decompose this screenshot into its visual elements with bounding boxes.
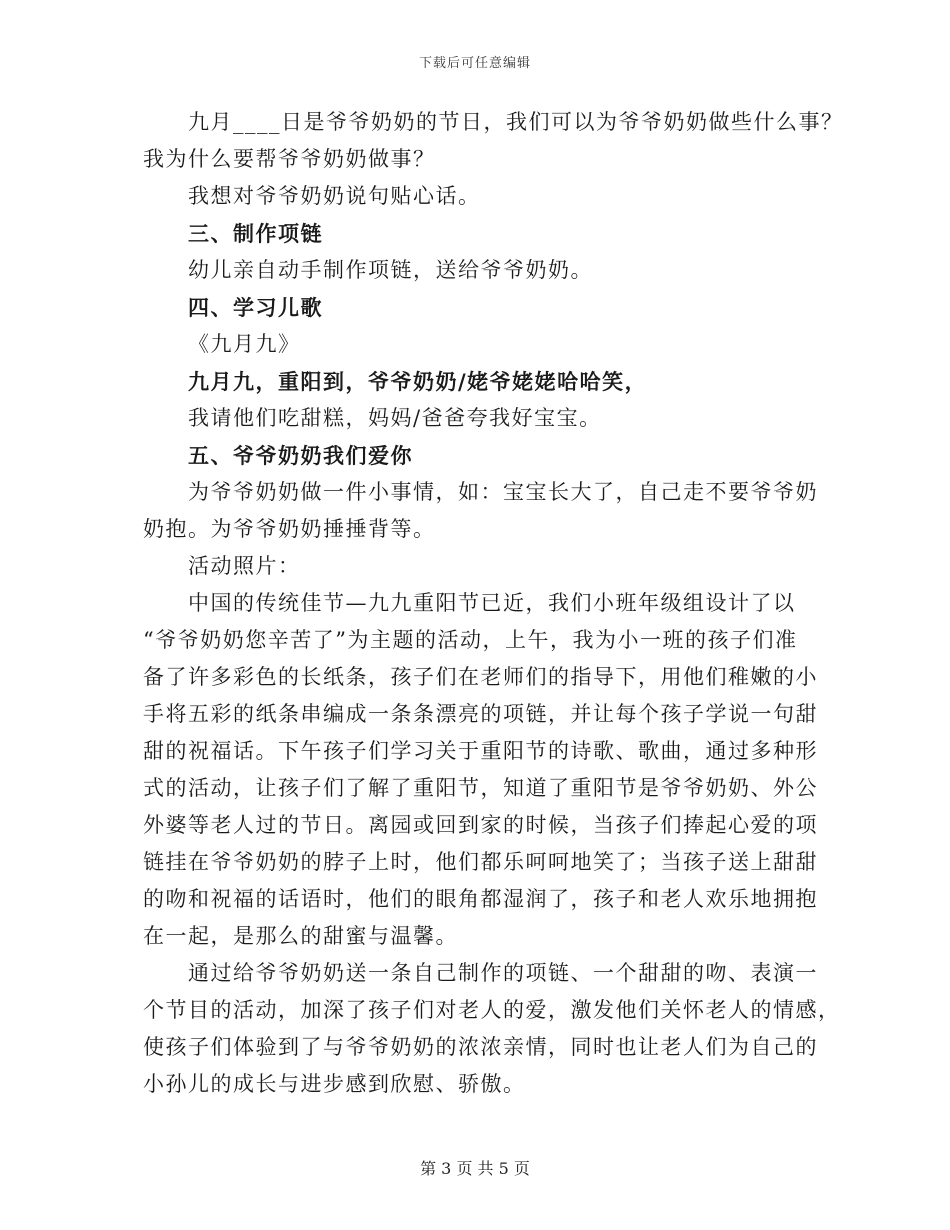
- section-heading: 三、制作项链: [188, 221, 323, 246]
- paragraph-line: 活动照片：: [188, 554, 301, 578]
- paragraph-line: 手将五彩的纸条串编成一条条漂亮的项链，并让每个孩子学说一句甜: [143, 702, 818, 726]
- paragraph-line: 备了许多彩色的长纸条，孩子们在老师们的指导下，用他们稚嫩的小: [143, 665, 818, 689]
- paragraph-line: 甜的祝福话。下午孩子们学习关于重阳节的诗歌、歌曲，通过多种形: [143, 739, 818, 763]
- poem-title: 《九月九》: [188, 332, 301, 356]
- poem-line: 九月九，重阳到，爷爷奶奶/姥爷姥姥哈哈笑，: [188, 369, 648, 394]
- paragraph-line: 外婆等老人过的节日。离园或回到家的时候，当孩子们捧起心爱的项: [143, 813, 818, 837]
- poem-line: 我请他们吃甜糕，妈妈/爸爸夸我好宝宝。: [188, 406, 602, 430]
- paragraph-line: 我为什么要帮爷爷奶奶做事？: [143, 147, 436, 171]
- page-footer: 第 3 页 共 5 页: [420, 1159, 530, 1178]
- section-heading: 五、爷爷奶奶我们爱你: [188, 443, 413, 468]
- paragraph-line: “爷爷奶奶您辛苦了”为主题的活动，上午，我为小一班的孩子们准: [143, 628, 798, 652]
- paragraph-line: 九月____日是爷爷奶奶的节日，我们可以为爷爷奶奶做些什么事？: [188, 110, 844, 134]
- paragraph-line: 奶抱。为爷爷奶奶捶捶背等。: [143, 517, 436, 541]
- paragraph-line: 在一起，是那么的甜蜜与温馨。: [143, 924, 458, 948]
- paragraph-line: 通过给爷爷奶奶送一条自己制作的项链、一个甜甜的吻、表演一: [188, 961, 818, 985]
- paragraph-line: 使孩子们体验到了与爷爷奶奶的浓浓亲情，同时也让老人们为自己的: [143, 1035, 818, 1059]
- paragraph-line: 为爷爷奶奶做一件小事情，如：宝宝长大了，自己走不要爷爷奶: [188, 480, 818, 504]
- paragraph-line: 幼儿亲自动手制作项链，送给爷爷奶奶。: [188, 258, 593, 282]
- page-header: 下载后可任意编辑: [418, 56, 531, 71]
- paragraph-line: 个节目的活动，加深了孩子们对老人的爱，激发他们关怀老人的情感，: [143, 998, 841, 1022]
- paragraph-line: 中国的传统佳节—九九重阳节已近，我们小班年级组设计了以: [188, 591, 796, 615]
- paragraph-line: 的吻和祝福的话语时，他们的眼角都湿润了，孩子和老人欢乐地拥抱: [143, 887, 818, 911]
- paragraph-line: 我想对爷爷奶奶说句贴心话。: [188, 184, 481, 208]
- paragraph-line: 小孙儿的成长与进步感到欣慰、骄傲。: [143, 1072, 526, 1096]
- paragraph-line: 链挂在爷爷奶奶的脖子上时，他们都乐呵呵地笑了；当孩子送上甜甜: [143, 850, 818, 874]
- document-body: [143, 104, 844, 1103]
- paragraph-line: 式的活动，让孩子们了解了重阳节，知道了重阳节是爷爷奶奶、外公: [143, 776, 818, 800]
- section-heading: 四、学习儿歌: [188, 295, 323, 320]
